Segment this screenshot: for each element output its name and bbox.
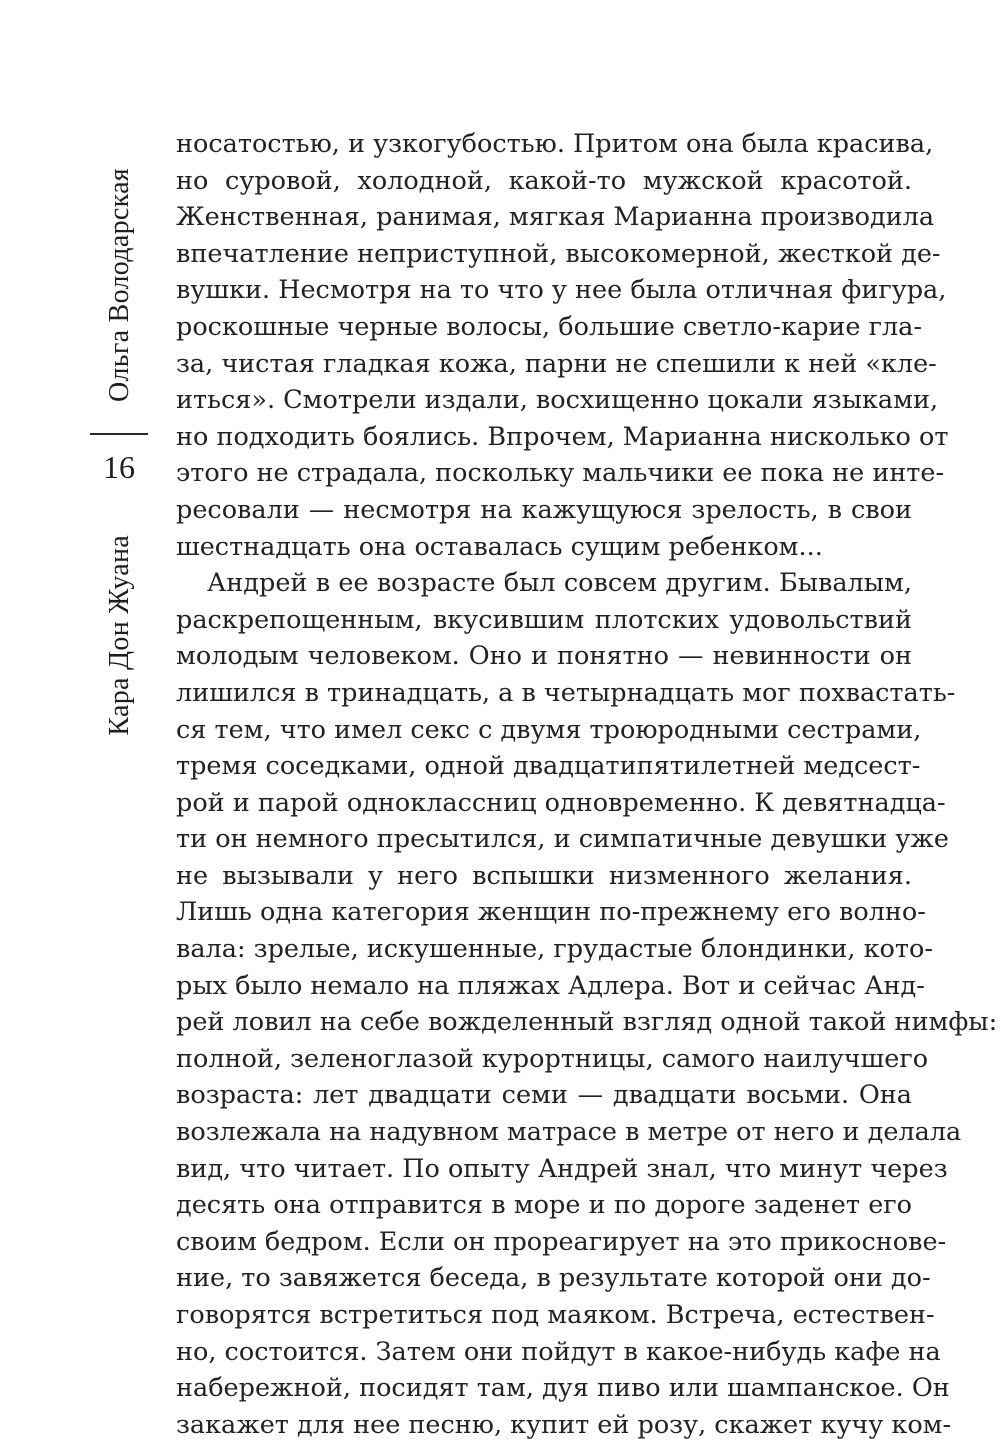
text-line: носатостью, и узкогубостью. Притом она была красива,	[176, 129, 934, 159]
text-line: не вызывали у него вспышки низменного желания.	[176, 860, 912, 891]
author-name: Ольга Володарская	[104, 167, 135, 403]
text-line: шестнадцать она оставалась сущим ребенком...	[176, 531, 823, 562]
text-line: раскрепощенным, вкусившим плотских удовольствий	[176, 604, 912, 635]
text-line: вид, что читает. По опыту Андрей знал, что минут через	[176, 1153, 948, 1184]
running-head-author	[98, 150, 142, 420]
text-line: тремя соседками, одной двадцатипятилетней медсест-	[176, 751, 921, 782]
text-line: лишился в тринадцать, а в четырнадцать мог похвастать-	[176, 677, 956, 708]
text-line: вушки. Несмотря на то что у нее была отличная фигура,	[176, 275, 947, 306]
page-number: 16	[103, 449, 135, 485]
paragraph-2	[176, 565, 998, 1443]
text-line: своим бедром. Если он прореагирует на это прикоснове-	[176, 1226, 947, 1257]
text-line: ресовали — несмотря на кажущуюся зрелость, в свои	[176, 494, 912, 525]
text-line: роскошные черные волосы, большие светло-карие гла-	[176, 311, 922, 342]
text-line: вала: зрелые, искушенные, грудастые блондинки, кото-	[176, 934, 933, 965]
text-line: полной, зеленоглазой курортницы, самого наилучшего	[176, 1043, 929, 1074]
text-line: ти он немного пресытился, и симпатичные девушки уже	[176, 824, 949, 855]
text-line: возраста: лет двадцати семи — двадцати восьми. Она	[176, 1080, 912, 1111]
text-line: Лишь одна категория женщин по-прежнему его волно-	[176, 897, 926, 928]
text-line: десять она отправится в море и по дороге заденет его	[176, 1190, 912, 1221]
text-line: Женственная, ранимая, мягкая Марианна производила	[176, 202, 935, 233]
text-line: за, чистая гладкая кожа, парни не спешили к ней «кле-	[176, 348, 937, 379]
text-line: рей ловил на себе вожделенный взгляд одной такой нимфы:	[176, 1007, 998, 1038]
body-text	[176, 126, 998, 1443]
book-title: Кара Дон Жуана	[104, 534, 135, 736]
text-line: ся тем, что имел секс с двумя троюродными сестрами,	[176, 714, 922, 745]
text-line: но, состоится. Затем они пойдут в какое-нибудь кафе на	[176, 1336, 941, 1367]
text-line: рой и парой одноклассниц одновременно. К девятнадца-	[176, 787, 946, 818]
text-line: возлежала на надувном матрасе в метре от него и делала	[176, 1117, 962, 1148]
text-line: Андрей в ее возрасте был совсем другим. Бывалым,	[207, 568, 912, 599]
running-head-title	[98, 500, 142, 770]
running-head-divider	[90, 433, 148, 435]
text-line: молодым человеком. Оно и понятно — невинности он	[176, 641, 912, 672]
running-head	[90, 150, 150, 770]
text-line: впечатление неприступной, высокомерной, жесткой де-	[176, 238, 941, 269]
text-line: рых было немало на пляжах Адлера. Вот и сейчас Анд-	[176, 970, 925, 1001]
paragraph-1	[176, 126, 949, 565]
text-line: но суровой, холодной, какой-то мужской красотой.	[176, 165, 912, 196]
text-line: ние, то завяжется беседа, в результате которой они до-	[176, 1263, 931, 1294]
text-line: но подходить боялись. Впрочем, Марианна нисколько от	[176, 421, 949, 452]
text-line: набережной, посидят там, дуя пиво или шампанское. Он	[176, 1373, 950, 1404]
text-line: говорятся встретиться под маяком. Встреча, естествен-	[176, 1300, 935, 1330]
text-line: закажет для нее песню, купит ей розу, скажет кучу ком-	[176, 1409, 952, 1440]
text-line: этого не страдала, поскольку мальчики ее пока не инте-	[176, 458, 945, 489]
text-line: иться». Смотрели издали, восхищенно цокали языками,	[176, 385, 939, 416]
